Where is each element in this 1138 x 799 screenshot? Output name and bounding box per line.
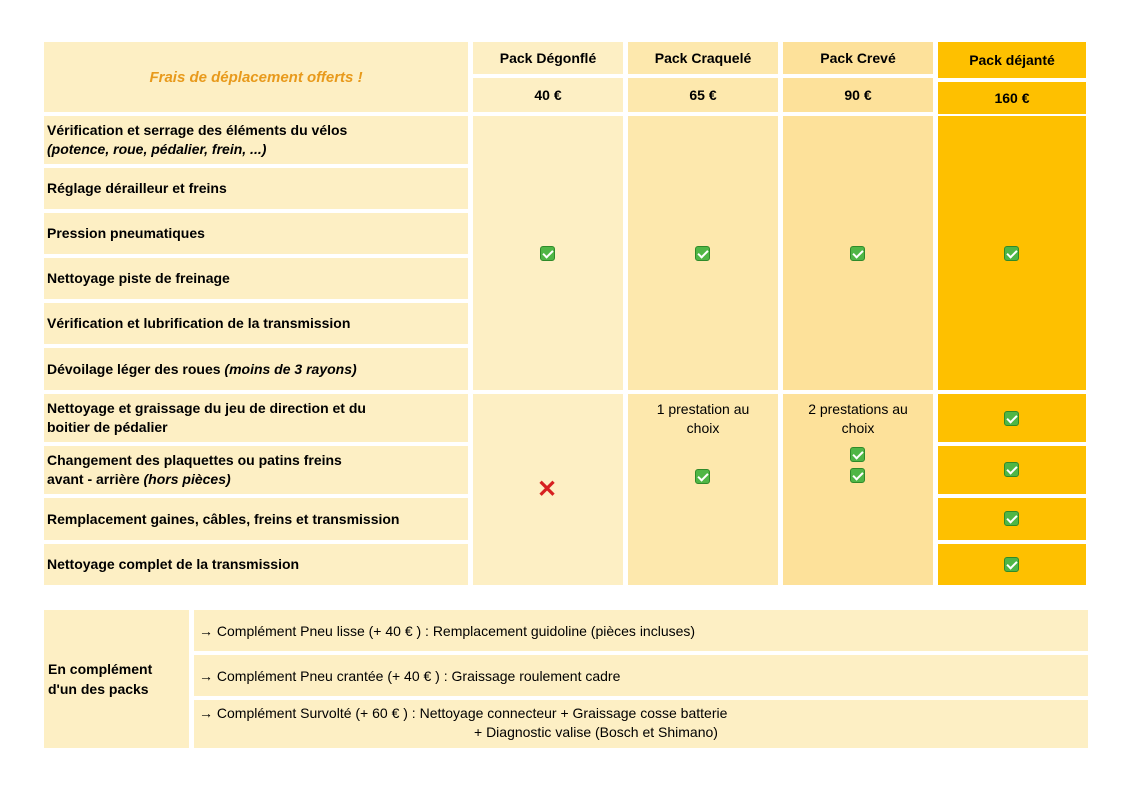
row-label-plaquettes: Changement des plaquettes ou patins freins avant - arrière (hors pièces) <box>44 446 468 494</box>
check-icon <box>850 246 865 261</box>
row-label-verification-serrage: Vérification et serrage des éléments du vélos (potence, roue, pédalier, frein, ...) <box>44 116 468 164</box>
offer-header-cell <box>44 42 468 112</box>
craquele-choice-note: 1 prestation au choix <box>656 401 750 436</box>
pack-dejante-price: 160 € <box>938 82 1086 114</box>
dejante-plaquettes-cell <box>938 446 1086 494</box>
pack-creve-name: Pack Crevé <box>783 42 933 74</box>
check-icon <box>1004 246 1019 261</box>
check-icon <box>1004 511 1019 526</box>
degonfle-basic-cell <box>473 116 623 390</box>
row-label-remplacement-gaines: Remplacement gaines, câbles, freins et transmission <box>44 498 468 540</box>
check-icon <box>695 246 710 261</box>
check-icon <box>850 447 865 462</box>
craquele-basic-cell <box>628 116 778 390</box>
pack-dejante-name: Pack déjanté <box>938 42 1086 78</box>
check-icon <box>1004 411 1019 426</box>
complement-survolte: → Complément Survolté (+ 60 € ) : Nettoyage connecteur + Graissage cosse batterie + Diagnostic valise (Bosch et Shimano) <box>194 700 1088 748</box>
offer-text: Frais de déplacement offerts ! <box>149 68 363 86</box>
check-icon <box>695 469 710 484</box>
degonfle-extra-cell <box>473 394 623 585</box>
cross-icon: ✕ <box>537 476 558 503</box>
creve-extra-cell <box>783 394 933 585</box>
row-label-pression-pneumatiques: Pression pneumatiques <box>44 213 468 254</box>
creve-basic-cell <box>783 116 933 390</box>
craquele-extra-cell <box>628 394 778 585</box>
row-label-nettoyage-complet: Nettoyage complet de la transmission <box>44 544 468 585</box>
check-icon <box>1004 557 1019 572</box>
dejante-nettoyage-complet-cell <box>938 544 1086 585</box>
complements-label-cell: En complément d'un des packs <box>44 610 189 748</box>
pack-creve-price: 90 € <box>783 78 933 112</box>
complement-pneu-lisse: → Complément Pneu lisse (+ 40 € ) : Remplacement guidoline (pièces incluses) <box>194 610 1088 651</box>
check-icon <box>850 468 865 483</box>
row-label-lubrification-transmission: Vérification et lubrification de la transmission <box>44 303 468 344</box>
pack-craquele-name: Pack Craquelé <box>628 42 778 74</box>
pack-degonfle-price: 40 € <box>473 78 623 112</box>
row-label-devoilage: Dévoilage léger des roues (moins de 3 rayons) <box>44 348 468 390</box>
row-label-nettoyage-piste: Nettoyage piste de freinage <box>44 258 468 299</box>
dejante-basic-cell <box>938 116 1086 390</box>
complement-pneu-crantee: → Complément Pneu crantée (+ 40 € ) : Graissage roulement cadre <box>194 655 1088 696</box>
row-label-jeu-direction: Nettoyage et graissage du jeu de direction et du boitier de pédalier <box>44 394 468 442</box>
check-icon <box>540 246 555 261</box>
row-label-reglage-derailleur: Réglage dérailleur et freins <box>44 168 468 209</box>
pack-degonfle-name: Pack Dégonflé <box>473 42 623 74</box>
dejante-jeu-direction-cell <box>938 394 1086 442</box>
pack-craquele-price: 65 € <box>628 78 778 112</box>
check-icon <box>1004 462 1019 477</box>
creve-choice-note: 2 prestations au choix <box>808 401 908 436</box>
dejante-gaines-cell <box>938 498 1086 540</box>
